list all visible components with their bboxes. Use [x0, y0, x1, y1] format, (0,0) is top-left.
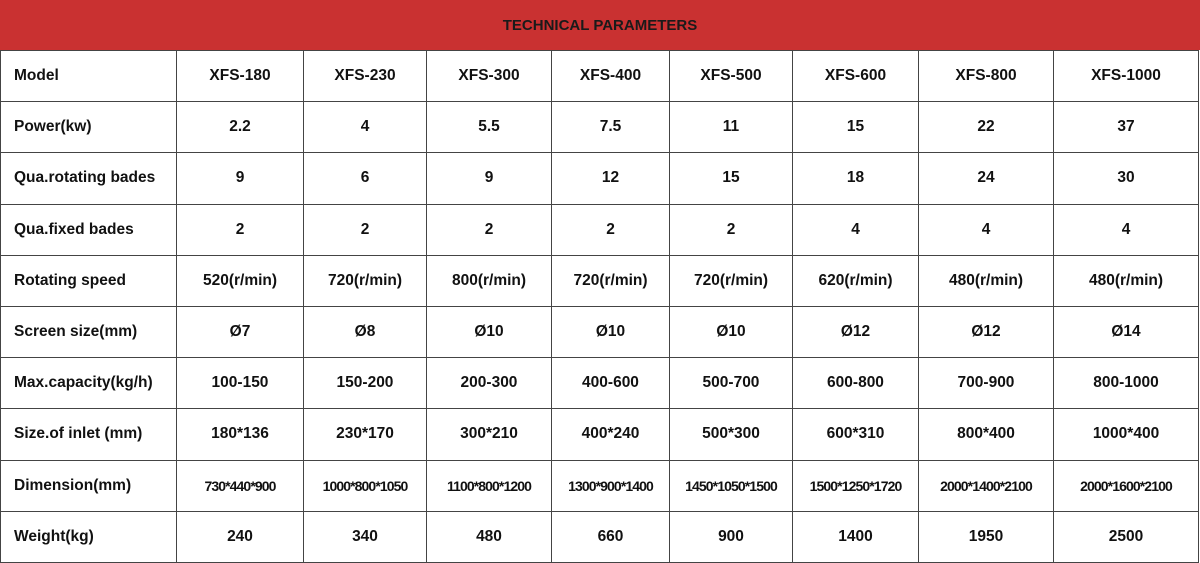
table-cell: Ø7	[177, 306, 304, 357]
row-label: Size.of inlet (mm)	[1, 409, 177, 460]
table-cell: 200-300	[427, 358, 552, 409]
table-cell: 400-600	[552, 358, 670, 409]
table-cell: 11	[670, 102, 793, 153]
param-row-dimension-mm	[1, 460, 1199, 511]
table-cell: XFS-400	[552, 51, 670, 102]
param-row-rotating-speed	[1, 255, 1199, 306]
row-label: Rotating speed	[1, 255, 177, 306]
table-cell: Ø14	[1054, 306, 1199, 357]
title-banner	[0, 0, 1200, 50]
row-label: Qua.fixed bades	[1, 204, 177, 255]
table-cell: 5.5	[427, 102, 552, 153]
table-cell: 1000*800*1050	[304, 460, 427, 511]
param-row-weight-kg	[1, 511, 1199, 562]
table-cell: Ø10	[427, 306, 552, 357]
table-cell: 2.2	[177, 102, 304, 153]
table-cell: 12	[552, 153, 670, 204]
table-cell: 800-1000	[1054, 358, 1199, 409]
table-cell: 600*310	[793, 409, 919, 460]
table-cell: 2500	[1054, 511, 1199, 562]
table-cell: 2	[552, 204, 670, 255]
table-cell: 9	[177, 153, 304, 204]
table-cell: 4	[793, 204, 919, 255]
table-cell: XFS-300	[427, 51, 552, 102]
table-cell: 240	[177, 511, 304, 562]
param-row-max-capacity-kg-h	[1, 358, 1199, 409]
table-cell: XFS-500	[670, 51, 793, 102]
table-cell: XFS-180	[177, 51, 304, 102]
table-cell: 480	[427, 511, 552, 562]
table-cell: 1400	[793, 511, 919, 562]
table-cell: 180*136	[177, 409, 304, 460]
table-cell: 800*400	[919, 409, 1054, 460]
table-cell: 1450*1050*1500	[670, 460, 793, 511]
table-cell: 2	[670, 204, 793, 255]
table-cell: 230*170	[304, 409, 427, 460]
row-label: Screen size(mm)	[1, 306, 177, 357]
table-cell: 720(r/min)	[552, 255, 670, 306]
table-cell: 720(r/min)	[304, 255, 427, 306]
param-row-size-of-inlet-mm	[1, 409, 1199, 460]
table-cell: 600-800	[793, 358, 919, 409]
table-cell: 730*440*900	[177, 460, 304, 511]
table-cell: 520(r/min)	[177, 255, 304, 306]
table-cell: 37	[1054, 102, 1199, 153]
table-cell: 340	[304, 511, 427, 562]
table-cell: 30	[1054, 153, 1199, 204]
table-cell: 1100*800*1200	[427, 460, 552, 511]
table-title: TECHNICAL PARAMETERS	[502, 16, 698, 34]
table-cell: 1300*900*1400	[552, 460, 670, 511]
table-cell: 1000*400	[1054, 409, 1199, 460]
table-cell: 150-200	[304, 358, 427, 409]
table-cell: XFS-600	[793, 51, 919, 102]
table-cell: Ø12	[919, 306, 1054, 357]
table-cell: 7.5	[552, 102, 670, 153]
table-cell: 660	[552, 511, 670, 562]
table-cell: 500*300	[670, 409, 793, 460]
table-cell: 2	[177, 204, 304, 255]
table-cell: 900	[670, 511, 793, 562]
table-cell: 18	[793, 153, 919, 204]
table-cell: Ø10	[670, 306, 793, 357]
table-cell: 6	[304, 153, 427, 204]
row-label: Weight(kg)	[1, 511, 177, 562]
table-cell: XFS-230	[304, 51, 427, 102]
table-cell: 2	[304, 204, 427, 255]
row-label: Model	[1, 51, 177, 102]
table-cell: 100-150	[177, 358, 304, 409]
table-cell: Ø8	[304, 306, 427, 357]
row-label: Max.capacity(kg/h)	[1, 358, 177, 409]
table-cell: 24	[919, 153, 1054, 204]
table-cell: 300*210	[427, 409, 552, 460]
table-cell: XFS-1000	[1054, 51, 1199, 102]
table-cell: 4	[304, 102, 427, 153]
table-cell: 1500*1250*1720	[793, 460, 919, 511]
row-label: Qua.rotating bades	[1, 153, 177, 204]
table-cell: 480(r/min)	[1054, 255, 1199, 306]
param-row-screen-size-mm	[1, 306, 1199, 357]
table-cell: 720(r/min)	[670, 255, 793, 306]
table-cell: 2000*1600*2100	[1054, 460, 1199, 511]
table-cell: 4	[1054, 204, 1199, 255]
table-cell: 800(r/min)	[427, 255, 552, 306]
table-cell: 700-900	[919, 358, 1054, 409]
table-cell: 4	[919, 204, 1054, 255]
param-row-qua-fixed-bades	[1, 204, 1199, 255]
table-cell: 500-700	[670, 358, 793, 409]
table-cell: 400*240	[552, 409, 670, 460]
table-cell: 22	[919, 102, 1054, 153]
table-cell: 1950	[919, 511, 1054, 562]
param-row-power-kw	[1, 102, 1199, 153]
row-label: Power(kw)	[1, 102, 177, 153]
table-cell: Ø12	[793, 306, 919, 357]
table-cell: 480(r/min)	[919, 255, 1054, 306]
table-cell: 15	[670, 153, 793, 204]
param-row-model	[1, 51, 1199, 102]
table-cell: 2	[427, 204, 552, 255]
table-cell: 9	[427, 153, 552, 204]
table-cell: 15	[793, 102, 919, 153]
parameters-table	[0, 50, 1199, 563]
table-cell: Ø10	[552, 306, 670, 357]
table-cell: 620(r/min)	[793, 255, 919, 306]
row-label: Dimension(mm)	[1, 460, 177, 511]
table-cell: 2000*1400*2100	[919, 460, 1054, 511]
param-row-qua-rotating-bades	[1, 153, 1199, 204]
table-cell: XFS-800	[919, 51, 1054, 102]
